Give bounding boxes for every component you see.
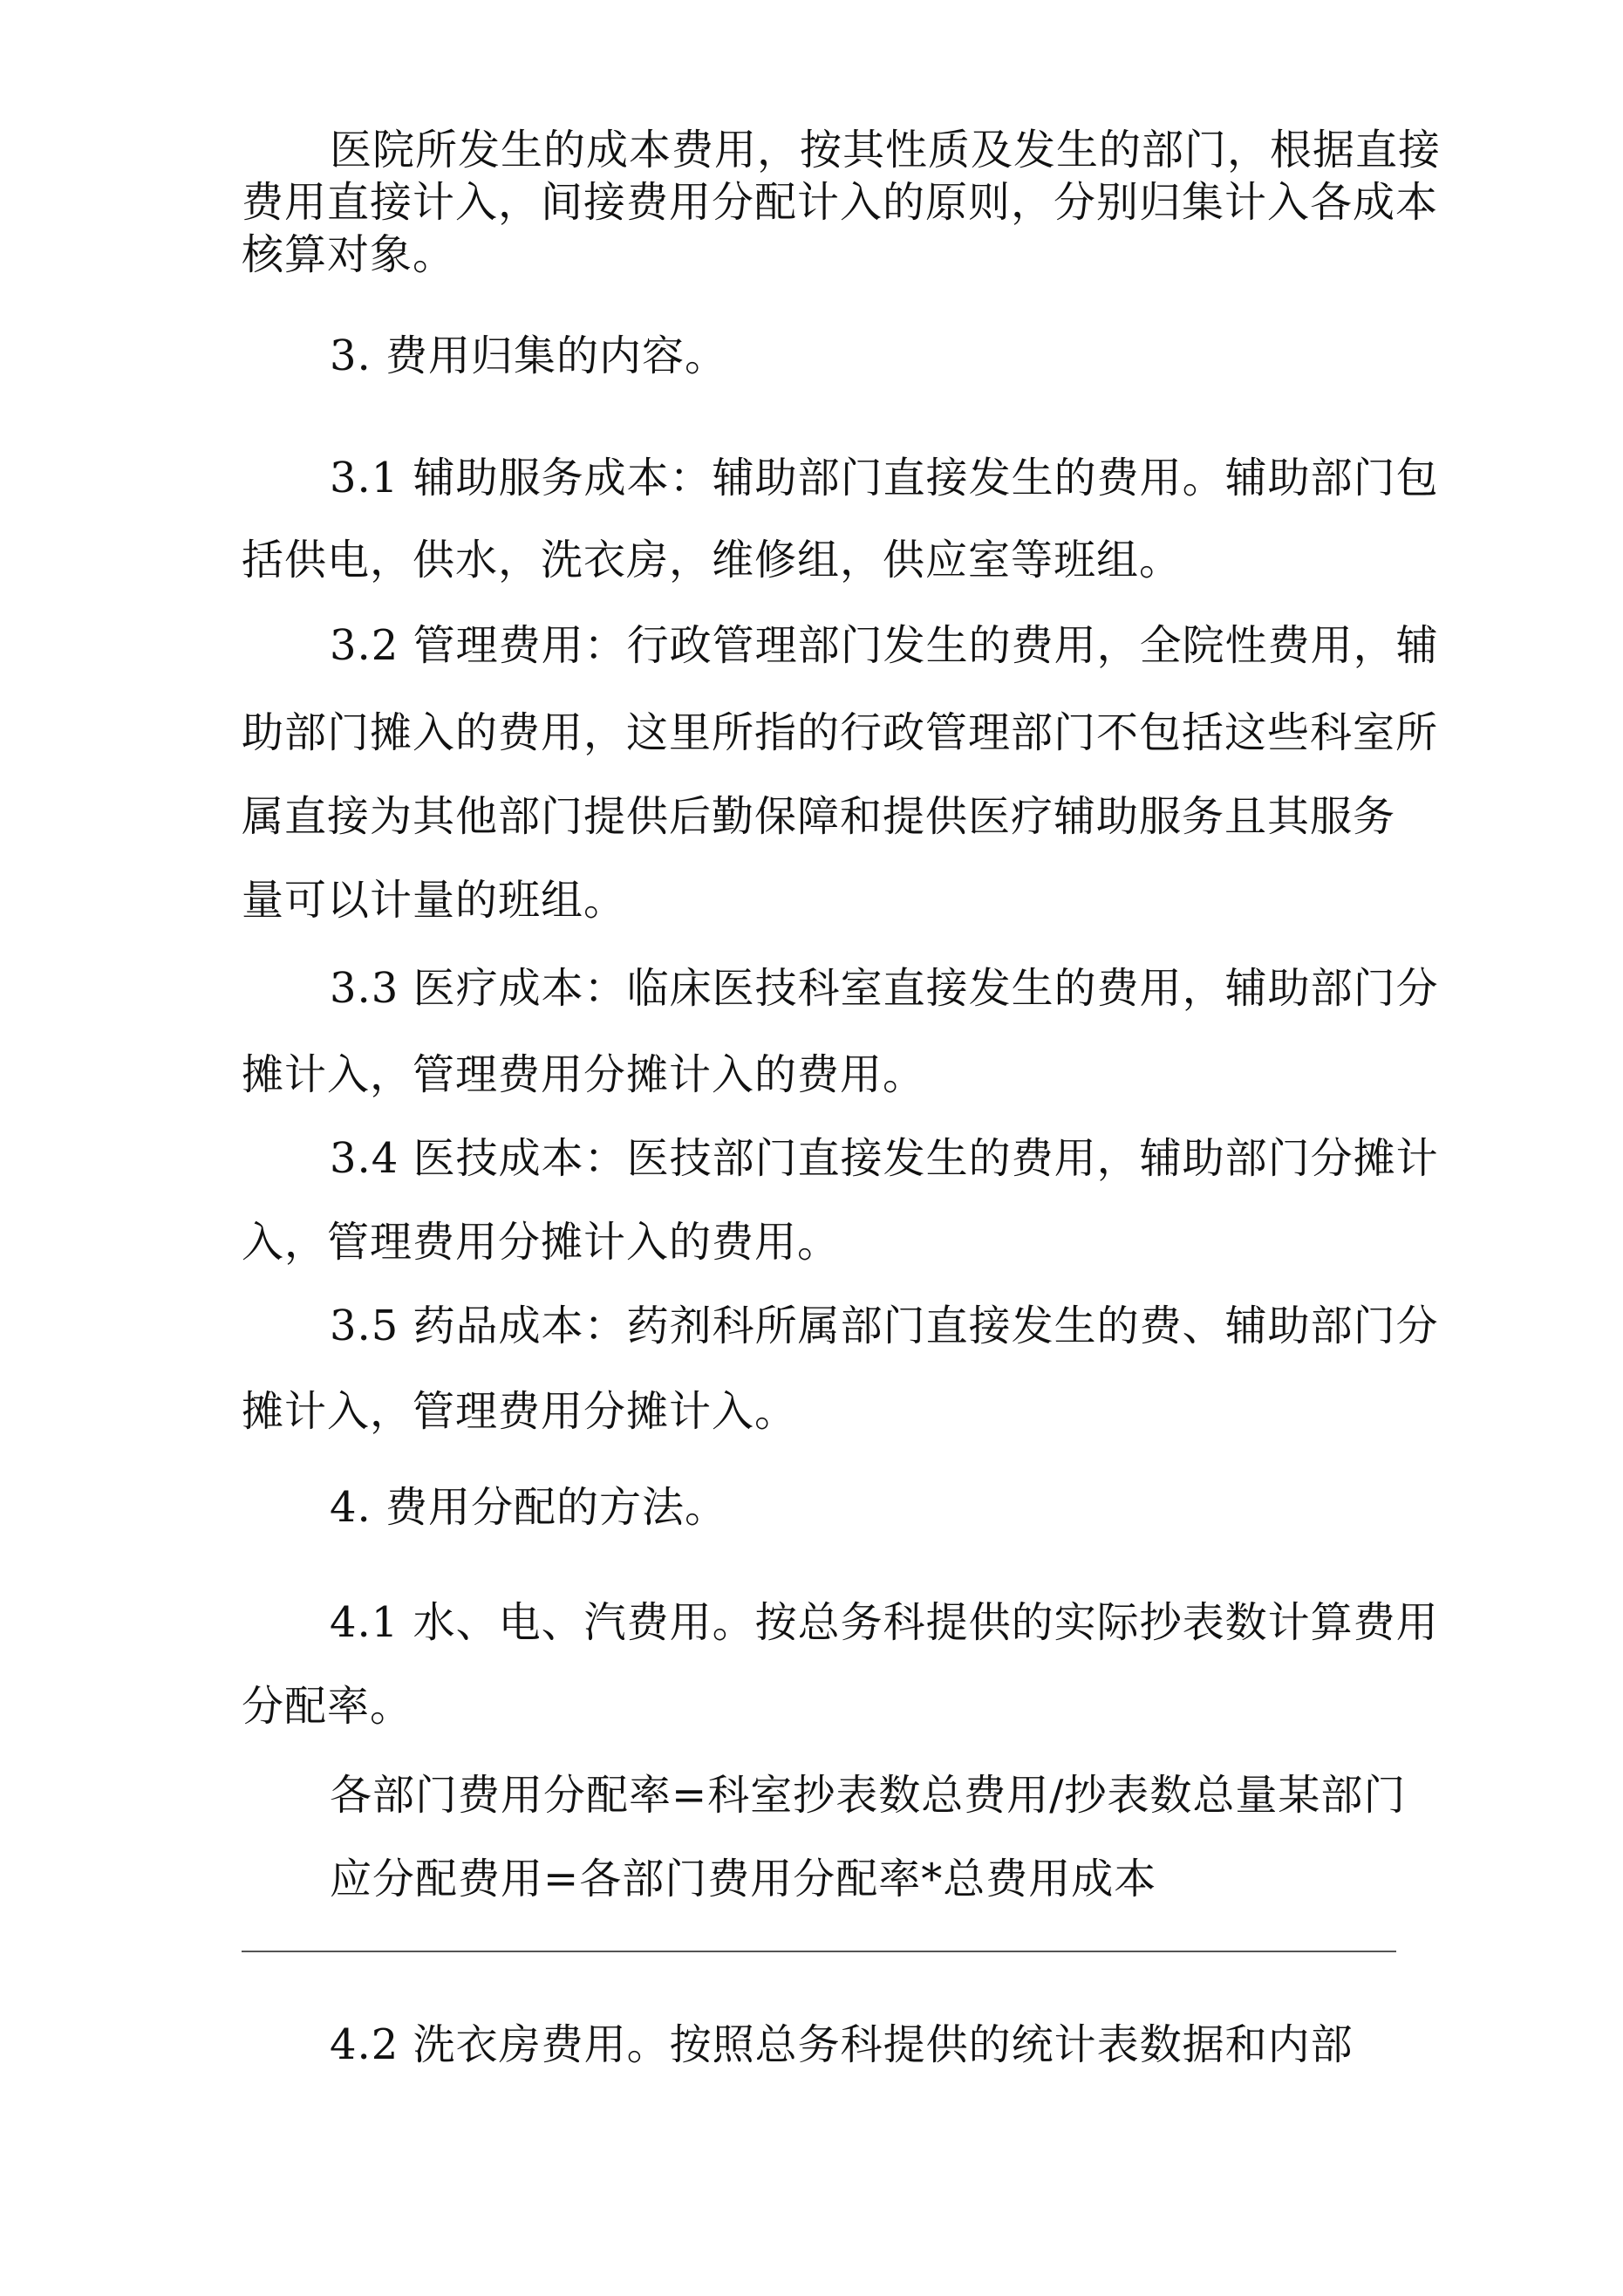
paragraph-3-4-line-2: 入，管理费用分摊计入的费用。 xyxy=(242,1218,841,1267)
paragraph-3-2-line-3: 属直接为其他部门提供后勤保障和提供医疗辅助服务且其服务 xyxy=(242,792,1396,841)
paragraph-3-3-line-2: 摊计入，管理费用分摊计入的费用。 xyxy=(242,1050,926,1099)
paragraph-intro-line-3: 核算对象。 xyxy=(242,230,456,279)
paragraph-3-2-line-2: 助部门摊入的费用，这里所指的行政管理部门不包括这些科室所 xyxy=(242,708,1439,757)
paragraph-3-2-line-1: 3.2 管理费用：行政管理部门发生的费用，全院性费用，辅 xyxy=(330,621,1439,670)
paragraph-3-1-line-2: 括供电，供水，洗衣房，维修组，供应室等班组。 xyxy=(242,536,1183,584)
paragraph-3-5-line-1: 3.5 药品成本：药剂科所属部门直接发生的费、辅助部门分 xyxy=(330,1302,1439,1350)
section-heading-3: 3. 费用归集的内容。 xyxy=(330,331,728,380)
section-heading-4: 4. 费用分配的方法。 xyxy=(330,1483,728,1532)
paragraph-intro-line-2: 费用直接计入，间接费用分配计入的原则，分别归集计入各成本 xyxy=(242,178,1439,227)
paragraph-3-1-line-1: 3.1 辅助服务成本：辅助部门直接发生的费用。辅助部门包 xyxy=(330,454,1439,502)
paragraph-3-5-line-2: 摊计入，管理费用分摊计入。 xyxy=(242,1387,798,1436)
formula-line-2: 应分配费用=各部门费用分配率*总费用成本 xyxy=(330,1855,1157,1903)
paragraph-4-2-line-1: 4.2 洗衣房费用。按照总务科提供的统计表数据和内部 xyxy=(330,2020,1354,2069)
paragraph-4-1-line-1: 4.1 水、电、汽费用。按总务科提供的实际抄表数计算费用 xyxy=(330,1598,1439,1647)
paragraph-3-4-line-1: 3.4 医技成本：医技部门直接发生的费用，辅助部门分摊计 xyxy=(330,1134,1439,1183)
paragraph-intro-line-1: 医院所发生的成本费用，按其性质及发生的部门，根据直接 xyxy=(330,126,1442,174)
paragraph-4-1-line-2: 分配率。 xyxy=(242,1682,413,1731)
paragraph-3-3-line-1: 3.3 医疗成本：临床医技科室直接发生的费用，辅助部门分 xyxy=(330,964,1439,1013)
paragraph-3-2-line-4: 量可以计量的班组。 xyxy=(242,876,627,925)
horizontal-divider xyxy=(242,1951,1396,1952)
formula-line-1: 各部门费用分配率=科室抄表数总费用/抄表数总量某部门 xyxy=(330,1771,1407,1820)
